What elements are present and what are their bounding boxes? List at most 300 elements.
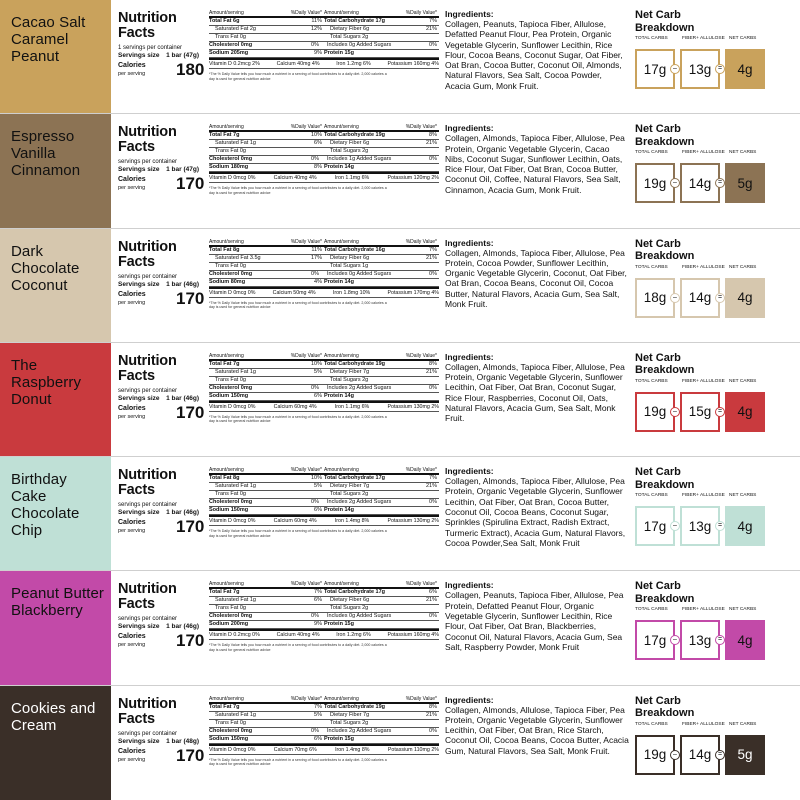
nf-title-2: Facts bbox=[118, 367, 155, 384]
sodium: Sodium 180mg bbox=[209, 164, 249, 171]
vitamins-row bbox=[209, 58, 439, 69]
amount-header: Amount/serving bbox=[324, 467, 359, 474]
added-sugars-dv: 0% bbox=[429, 42, 437, 48]
amount-header: Amount/serving bbox=[209, 238, 244, 245]
nutrition-table bbox=[199, 343, 439, 456]
ingredients-text: Collagen, Almonds, Tapioca Fiber, Allulose, Pea Protein, Organic Vegetable Glycerin, Cacao Nibs, Coconut Sugar, Sunflower Lecithin, Oats, Rice Flour, Oat Fiber, Oat Bran, Cocoa Butter, Coconut Oil, Coffee, Natural Flavors, Sea Salt, Cinnamon, Acacia Gum, Monk Fruit. bbox=[445, 133, 625, 195]
nf-title-1: Nutrition bbox=[118, 467, 177, 484]
vitamin-d: Vitamin D 0.2mcg 0% bbox=[209, 632, 260, 639]
sodium-dv: 6% bbox=[314, 507, 322, 514]
ncb-title-1: Net Carb bbox=[635, 351, 681, 364]
vitamin-d: Vitamin D 0mcg 0% bbox=[209, 518, 256, 525]
nf-title-2: Facts bbox=[118, 139, 155, 156]
footnote: *The % Daily Value tells you how much a nutrient in a serving of food contributes to a daily diet. 2,000 calories a day is used for general nutrition advice bbox=[209, 529, 387, 538]
dv-header: %Daily Value* bbox=[290, 238, 322, 245]
calories-label: Calories bbox=[118, 404, 146, 412]
serving-size-label: Servings size bbox=[118, 737, 160, 745]
ingredients-text: Collagen, Peanuts, Tapioca Fiber, Allulose, Defatted Peanut Flour, Pea Protein, Organic Vegetable Glycerin, Sunflower Lecithin, Rice Flour, Cocoa Beans, Coconut Sugar, Oat Fiber, Oat Bran, Cocoa Butter, Coconut Oil, Almonds, Natural Flavors, Sea Salt, Cocoa Powder, Acacia Gum, Monk Fruit. bbox=[445, 19, 623, 91]
net-carbs-label: NET CARBS bbox=[729, 493, 757, 499]
fiber-allulose-label: FIBER+ ALLULOSE bbox=[682, 378, 725, 384]
equals-icon: = bbox=[715, 64, 725, 74]
serving-size bbox=[118, 166, 199, 173]
sat-fat-dv: 6% bbox=[314, 597, 322, 604]
per-serving-label: per serving bbox=[118, 71, 146, 77]
nf-title-2: Facts bbox=[118, 482, 155, 499]
net-carbs-box: 4g bbox=[725, 49, 765, 89]
amount-header: Amount/serving bbox=[324, 695, 359, 702]
sat-fat-dv: 5% bbox=[314, 711, 322, 718]
nf-title-1: Nutrition bbox=[118, 695, 177, 712]
iron: Iron 1.4mg 8% bbox=[334, 518, 370, 525]
protein: Protein 14g bbox=[324, 507, 354, 514]
nutrition-facts-summary bbox=[111, 571, 205, 684]
ingredients bbox=[439, 686, 633, 800]
calcium: Calcium 50mg 4% bbox=[272, 289, 316, 296]
total-carb: Total Carbohydrate 16g bbox=[324, 246, 386, 253]
servings-per-container: servings per container bbox=[118, 502, 178, 509]
potassium: Potassium 110mg 2% bbox=[387, 746, 439, 753]
sodium-dv: 6% bbox=[314, 392, 322, 399]
calories-label: Calories bbox=[118, 519, 146, 527]
calories bbox=[118, 745, 205, 765]
total-fat-dv: 7% bbox=[314, 703, 322, 710]
servings-per-container: servings per container bbox=[118, 273, 178, 280]
total-carb-dv: 8% bbox=[429, 360, 437, 367]
per-serving-label: per serving bbox=[118, 756, 146, 763]
equals-icon: = bbox=[715, 293, 725, 303]
trans-fat: Trans Fat 0g bbox=[215, 491, 246, 498]
equals-icon: = bbox=[715, 178, 725, 188]
nf-title-1: Nutrition bbox=[118, 581, 177, 598]
potassium: Potassium 160mg 4% bbox=[387, 632, 439, 639]
servings-per-container: servings per container bbox=[118, 730, 178, 737]
protein: Protein 15g bbox=[324, 735, 354, 742]
ncb-title-1: Net Carb bbox=[635, 580, 681, 593]
servings-per-container: servings per container bbox=[118, 387, 178, 394]
protein: Protein 15g bbox=[324, 621, 354, 628]
iron: Iron 1.8mg 10% bbox=[332, 289, 371, 296]
iron: Iron 1.1mg 6% bbox=[334, 403, 370, 410]
added-sugars-dv: 0% bbox=[429, 384, 437, 391]
product-name: Cookies and Cream bbox=[11, 699, 96, 734]
footnote: *The % Daily Value tells you how much a nutrient in a serving of food contributes to a daily diet. 2,000 calories a day is used for general nutrition advice bbox=[209, 757, 387, 767]
nutrition-facts-summary bbox=[111, 229, 205, 342]
fiber-dv: 21% bbox=[425, 254, 437, 261]
sugars: Total Sugars 2g bbox=[330, 605, 369, 612]
total-carbs-box: 17g bbox=[635, 620, 675, 660]
ingredients-text: Collagen, Almonds, Allulose, Tapioca Fiber, Pea Protein, Organic Vegetable Glycerin, Sunflower Lecithin, Oat Fiber, Oat Bran, Rice Starch, Coconut Oil, Cocoa Beans, Cocoa Butter, Acacia Gum, Natural Flavors, Sea Salt, Monk Fruit. bbox=[445, 704, 629, 756]
total-fat-dv: 10% bbox=[310, 132, 322, 139]
nf-title-2: Facts bbox=[118, 596, 155, 613]
ncb-title-2: Breakdown bbox=[635, 250, 695, 263]
calcium: Calcium 40mg 4% bbox=[276, 61, 320, 67]
ingredients-text: Collagen, Almonds, Tapioca Fiber, Allulose, Pea Protein, Organic Vegetable Glycerin, Sunflower Lecithin, Oat Fiber, Oat Bran, Coconut Sugar, Rice Flour, Raspberries, Coconut Oil, Oats, Natural Flavors, Acacia Gum, Sea Salt, Monk Fruit. bbox=[445, 361, 625, 424]
product-name: Peanut Butter Blackberry bbox=[11, 585, 105, 620]
amount-header: Amount/serving bbox=[209, 467, 244, 474]
serving-size-value: 1 bar (46g) bbox=[166, 280, 199, 288]
ncb-title-2: Breakdown bbox=[635, 364, 695, 377]
product-row bbox=[0, 229, 800, 343]
dv-header: %Daily Value* bbox=[405, 695, 437, 702]
total-fat-dv: 11% bbox=[311, 18, 322, 24]
fiber-allulose-box: 13g bbox=[680, 620, 720, 660]
sat-fat: Saturated Fat 1g bbox=[215, 368, 256, 375]
vitamins-row bbox=[209, 287, 439, 298]
product-swatch bbox=[0, 343, 111, 456]
added-sugars-dv: 0% bbox=[429, 613, 437, 620]
nutrition-table bbox=[199, 457, 439, 570]
fiber-allulose-label: FIBER+ ALLULOSE bbox=[682, 721, 725, 727]
fiber-dv: 21% bbox=[425, 597, 437, 604]
product-swatch bbox=[0, 457, 111, 570]
per-serving-label: per serving bbox=[118, 413, 146, 420]
sat-fat-dv: 5% bbox=[314, 483, 322, 490]
net-carbs-label: NET CARBS bbox=[729, 721, 757, 727]
amount-header: Amount/serving bbox=[324, 238, 359, 245]
amount-header: Amount/serving bbox=[324, 581, 359, 588]
sodium: Sodium 150mg bbox=[209, 392, 249, 399]
potassium: Potassium 130mg 2% bbox=[387, 518, 439, 525]
net-carbs-label: NET CARBS bbox=[729, 607, 757, 613]
net-carbs-label: NET CARBS bbox=[729, 378, 757, 384]
ingredients-label: Ingredients: bbox=[445, 351, 494, 362]
total-carbs-label: TOTAL CARBS bbox=[635, 607, 668, 613]
serving-size-label: Servings size bbox=[118, 280, 160, 288]
ncb-title-1: Net Carb bbox=[635, 123, 681, 136]
dv-header: %Daily Value* bbox=[290, 581, 322, 588]
fiber-dv: 21% bbox=[425, 483, 437, 490]
net-carbs-label: NET CARBS bbox=[729, 150, 757, 156]
total-carbs-box: 18g bbox=[635, 278, 675, 318]
fiber-allulose-box: 14g bbox=[680, 735, 720, 775]
vitamin-d: Vitamin D 0mcg 0% bbox=[209, 289, 256, 296]
fiber-dv: 21% bbox=[425, 26, 437, 32]
fiber-allulose-box: 13g bbox=[680, 506, 720, 546]
minus-icon: – bbox=[670, 521, 680, 531]
added-sugars-dv: 0% bbox=[429, 727, 437, 734]
potassium: Potassium 120mg 2% bbox=[387, 175, 439, 182]
minus-icon: – bbox=[670, 407, 680, 417]
trans-fat: Trans Fat 0g bbox=[215, 376, 246, 383]
added-sugars: Includes 0g Added Sugars bbox=[327, 270, 392, 277]
nutrition-facts-summary bbox=[111, 343, 205, 456]
net-carbs-box: 5g bbox=[725, 163, 765, 203]
amount-header: Amount/serving bbox=[209, 352, 244, 359]
per-serving-label: per serving bbox=[118, 299, 146, 306]
nutrition-table bbox=[199, 571, 439, 684]
serving-size-value: 1 bar (46g) bbox=[166, 394, 199, 402]
sugars: Total Sugars 2g bbox=[330, 148, 369, 155]
fiber: Dietary Fiber 6g bbox=[330, 26, 370, 32]
cholesterol: Cholesterol 0mg bbox=[209, 270, 253, 277]
calories bbox=[118, 174, 205, 194]
iron: Iron 1.2mg 6% bbox=[336, 632, 371, 639]
added-sugars: Includes 0g Added Sugars bbox=[327, 42, 392, 48]
calories-label: Calories bbox=[118, 290, 146, 298]
calories bbox=[118, 631, 205, 651]
fiber-allulose-box: 14g bbox=[680, 278, 720, 318]
iron: Iron 1.1mg 6% bbox=[334, 175, 370, 182]
calories-value: 170 bbox=[176, 174, 205, 194]
sat-fat: Saturated Fat 2g bbox=[215, 26, 256, 32]
total-carbs-box: 19g bbox=[635, 392, 675, 432]
protein: Protein 14g bbox=[324, 278, 354, 285]
serving-size-label: Servings size bbox=[118, 394, 160, 402]
product-row bbox=[0, 686, 800, 800]
calories-label: Calories bbox=[118, 176, 146, 184]
serving-size bbox=[118, 509, 199, 516]
calcium: Calcium 60mg 4% bbox=[273, 518, 317, 525]
product-row bbox=[0, 343, 800, 457]
calcium: Calcium 40mg 4% bbox=[276, 632, 320, 639]
cholesterol: Cholesterol 0mg bbox=[209, 384, 253, 391]
net-carb-breakdown bbox=[633, 0, 799, 113]
nf-title-2: Facts bbox=[118, 253, 155, 270]
fiber: Dietary Fiber 6g bbox=[330, 597, 370, 604]
sugars: Total Sugars 2g bbox=[330, 719, 369, 726]
nutrition-table bbox=[199, 114, 439, 227]
product-name: Birthday Cake Chocolate Chip bbox=[11, 471, 80, 540]
amount-header: Amount/serving bbox=[209, 124, 244, 131]
calories-value: 170 bbox=[176, 288, 205, 308]
total-carb-dv: 7% bbox=[429, 475, 437, 482]
total-carbs-box: 17g bbox=[635, 49, 675, 89]
serving-size bbox=[118, 623, 199, 630]
servings-per-container: 1 servings per container bbox=[118, 45, 183, 51]
net-carb-breakdown bbox=[633, 457, 799, 570]
ncb-title-1: Net Carb bbox=[635, 694, 681, 707]
fiber-allulose-label: FIBER+ ALLULOSE bbox=[682, 493, 725, 499]
equals-icon: = bbox=[715, 521, 725, 531]
nutrition-facts-summary bbox=[111, 686, 205, 800]
total-fat-dv: 10% bbox=[310, 475, 322, 482]
potassium: Potassium 130mg 2% bbox=[387, 403, 439, 410]
trans-fat: Trans Fat 0g bbox=[215, 262, 246, 269]
cholesterol: Cholesterol 0mg bbox=[209, 42, 253, 48]
fiber: Dietary Fiber 7g bbox=[330, 711, 370, 718]
added-sugars-dv: 0% bbox=[429, 156, 437, 163]
ncb-title-2: Breakdown bbox=[635, 21, 695, 34]
product-name: Espresso Vanilla Cinnamon bbox=[11, 128, 81, 180]
total-carbs-label: TOTAL CARBS bbox=[635, 721, 668, 727]
ingredients bbox=[439, 229, 633, 342]
calories bbox=[118, 60, 205, 79]
net-carb-breakdown bbox=[633, 571, 799, 684]
total-carbs-label: TOTAL CARBS bbox=[635, 493, 668, 499]
ingredients-label: Ingredients: bbox=[445, 9, 494, 19]
cholesterol: Cholesterol 0mg bbox=[209, 727, 253, 734]
added-sugars-dv: 0% bbox=[429, 270, 437, 277]
ingredients bbox=[439, 343, 633, 456]
fiber: Dietary Fiber 7g bbox=[330, 368, 370, 375]
serving-size bbox=[118, 281, 199, 288]
dv-header: %Daily Value* bbox=[290, 352, 322, 359]
net-carbs-box: 4g bbox=[725, 392, 765, 432]
fiber: Dietary Fiber 6g bbox=[330, 140, 370, 147]
serving-size-label: Servings size bbox=[118, 623, 160, 631]
net-carbs-box: 4g bbox=[725, 506, 765, 546]
nutrition-facts-summary bbox=[111, 114, 205, 227]
serving-size bbox=[118, 52, 199, 59]
vitamins-row bbox=[209, 629, 439, 640]
fiber-allulose-box: 13g bbox=[680, 49, 720, 89]
equals-icon: = bbox=[715, 635, 725, 645]
fiber-allulose-label: FIBER+ ALLULOSE bbox=[682, 36, 725, 41]
ncb-title-2: Breakdown bbox=[635, 478, 695, 491]
sat-fat-dv: 5% bbox=[314, 368, 322, 375]
total-carb-dv: 6% bbox=[429, 589, 437, 596]
vitamins-row bbox=[209, 172, 439, 183]
net-carbs-box: 4g bbox=[725, 620, 765, 660]
cholesterol-dv: 0% bbox=[311, 384, 319, 391]
calcium: Calcium 60mg 4% bbox=[273, 403, 317, 410]
total-fat: Total Fat 7g bbox=[209, 360, 240, 367]
sugars: Total Sugars 2g bbox=[330, 491, 369, 498]
net-carbs-label: NET CARBS bbox=[729, 264, 757, 270]
iron: Iron 1.4mg 8% bbox=[335, 746, 370, 753]
ingredients bbox=[439, 457, 633, 570]
calories-label: Calories bbox=[118, 633, 146, 641]
amount-header: Amount/serving bbox=[209, 10, 244, 16]
product-row bbox=[0, 457, 800, 571]
vitamins-row bbox=[209, 401, 439, 412]
ingredients bbox=[439, 114, 633, 227]
cholesterol-dv: 0% bbox=[311, 156, 319, 163]
fiber-allulose-label: FIBER+ ALLULOSE bbox=[682, 264, 725, 270]
added-sugars: Includes 0g Added Sugars bbox=[327, 613, 392, 620]
fiber-allulose-box: 14g bbox=[680, 163, 720, 203]
footnote: *The % Daily Value tells you how much a nutrient in a serving of food contributes to a daily diet. 2,000 calories a day is used for general nutrition advice bbox=[209, 186, 387, 195]
total-carb: Total Carbohydrate 19g bbox=[324, 132, 386, 139]
vitamin-d: Vitamin D 0mcg 0% bbox=[209, 403, 256, 410]
trans-fat: Trans Fat 0g bbox=[215, 605, 246, 612]
cholesterol: Cholesterol 0mg bbox=[209, 499, 253, 506]
protein: Protein 14g bbox=[324, 164, 354, 171]
ncb-title-2: Breakdown bbox=[635, 707, 695, 720]
minus-icon: – bbox=[670, 293, 680, 303]
protein: Protein 14g bbox=[324, 392, 354, 399]
sugars: Total Sugars 1g bbox=[330, 262, 369, 269]
ncb-title-1: Net Carb bbox=[635, 466, 681, 479]
calories bbox=[118, 402, 205, 422]
calories-value: 170 bbox=[176, 402, 205, 422]
total-carb-dv: 8% bbox=[429, 132, 437, 139]
calories-value: 170 bbox=[176, 631, 205, 651]
sodium-dv: 9% bbox=[314, 50, 322, 56]
footnote: *The % Daily Value tells you how much a nutrient in a serving of food contributes to a daily diet. 2,000 calories a day is used for general nutrition advice bbox=[209, 643, 387, 652]
dv-header: %Daily Value* bbox=[290, 467, 322, 474]
ncb-title-1: Net Carb bbox=[635, 237, 681, 250]
total-carbs-box: 19g bbox=[635, 735, 675, 775]
total-carb-dv: 8% bbox=[429, 703, 437, 710]
ingredients-label: Ingredients: bbox=[445, 466, 494, 477]
sodium: Sodium 150mg bbox=[209, 507, 249, 514]
ingredients-label: Ingredients: bbox=[445, 580, 494, 591]
total-fat: Total Fat 7g bbox=[209, 589, 240, 596]
total-carb-dv: 7% bbox=[429, 18, 437, 24]
per-serving-label: per serving bbox=[118, 528, 146, 535]
total-carbs-label: TOTAL CARBS bbox=[635, 36, 668, 41]
total-fat: Total Fat 7g bbox=[209, 703, 240, 710]
footnote: *The % Daily Value tells you how much a nutrient in a serving of food contributes to a daily diet. 2,000 calories a day is used for general nutrition advice bbox=[209, 300, 387, 310]
total-carbs-label: TOTAL CARBS bbox=[635, 150, 668, 156]
sodium: Sodium 200mg bbox=[209, 621, 249, 628]
serving-size-label: Servings size bbox=[118, 509, 160, 517]
net-carbs-box: 4g bbox=[725, 278, 765, 318]
protein: Protein 15g bbox=[324, 50, 354, 56]
added-sugars: Includes 2g Added Sugars bbox=[327, 499, 392, 506]
total-fat: Total Fat 8g bbox=[209, 475, 240, 482]
product-row bbox=[0, 0, 800, 114]
calcium: Calcium 70mg 6% bbox=[273, 746, 317, 753]
product-row bbox=[0, 114, 800, 228]
fiber-allulose-label: FIBER+ ALLULOSE bbox=[682, 150, 725, 156]
minus-icon: – bbox=[670, 178, 680, 188]
sodium: Sodium 205mg bbox=[209, 50, 249, 56]
nf-title-2: Facts bbox=[118, 710, 155, 727]
potassium: Potassium 160mg 4% bbox=[387, 61, 439, 67]
serving-size-value: 1 bar (46g) bbox=[166, 623, 199, 631]
sat-fat-dv: 6% bbox=[314, 140, 322, 147]
cholesterol-dv: 0% bbox=[311, 613, 319, 620]
vitamin-d: Vitamin D 0mcg 0% bbox=[209, 175, 256, 182]
net-carbs-box: 5g bbox=[725, 735, 765, 775]
ingredients bbox=[439, 571, 633, 684]
fiber: Dietary Fiber 6g bbox=[330, 254, 370, 261]
dv-header: %Daily Value* bbox=[405, 238, 437, 245]
nf-title-1: Nutrition bbox=[118, 352, 177, 369]
product-name: Dark Chocolate Coconut bbox=[11, 242, 80, 294]
dv-header: %Daily Value* bbox=[405, 467, 437, 474]
cholesterol: Cholesterol 0mg bbox=[209, 156, 253, 163]
nf-title-1: Nutrition bbox=[118, 124, 177, 141]
dv-header: %Daily Value* bbox=[405, 10, 437, 16]
ingredients-text: Collagen, Peanuts, Tapioca Fiber, Allulose, Pea Protein, Defatted Peanut Flour, Organic Vegetable Glycerin, Sunflower Lecithin, Rice Flour, Oat Fiber, Oat Bran, Blackberries, Coconut Oil, Natural Flavors, Acacia Gum, Sea Salt, Raspberry Powder, Monk Fruit bbox=[445, 590, 624, 652]
equals-icon: = bbox=[715, 750, 725, 760]
added-sugars: Includes 2g Added Sugars bbox=[327, 727, 392, 734]
serving-size-label: Servings size bbox=[118, 52, 160, 59]
total-fat: Total Fat 7g bbox=[209, 132, 240, 139]
nf-title-2: Facts bbox=[118, 25, 155, 41]
product-swatch bbox=[0, 686, 111, 800]
ingredients-label: Ingredients: bbox=[445, 237, 494, 248]
total-fat: Total Fat 6g bbox=[209, 18, 240, 24]
product-swatch bbox=[0, 229, 111, 342]
serving-size-label: Servings size bbox=[118, 166, 160, 174]
product-row bbox=[0, 571, 800, 685]
nutrition-facts-summary bbox=[111, 0, 205, 113]
cholesterol-dv: 0% bbox=[311, 270, 319, 277]
footnote: *The % Daily Value tells you how much a nutrient in a serving of food contributes to a daily diet. 2,000 calories a day is used for general nutrition advice bbox=[209, 414, 387, 424]
total-carb: Total Carbohydrate 17g bbox=[324, 18, 386, 24]
calcium: Calcium 40mg 4% bbox=[273, 175, 317, 182]
trans-fat: Trans Fat 0g bbox=[215, 719, 246, 726]
sat-fat: Saturated Fat 1g bbox=[215, 483, 256, 490]
total-carb: Total Carbohydrate 19g bbox=[324, 703, 386, 710]
servings-per-container: servings per container bbox=[118, 616, 178, 623]
sodium: Sodium 80mg bbox=[209, 278, 246, 285]
total-carbs-box: 19g bbox=[635, 163, 675, 203]
nutrition-table bbox=[199, 229, 439, 342]
calories-value: 170 bbox=[176, 745, 205, 765]
calories bbox=[118, 517, 205, 537]
dv-header: %Daily Value* bbox=[290, 124, 322, 131]
total-carbs-label: TOTAL CARBS bbox=[635, 378, 668, 384]
sat-fat-dv: 17% bbox=[310, 254, 322, 261]
net-carb-breakdown bbox=[633, 114, 799, 227]
nutrition-facts-summary bbox=[111, 457, 205, 570]
added-sugars: Includes 1g Added Sugars bbox=[327, 156, 392, 163]
